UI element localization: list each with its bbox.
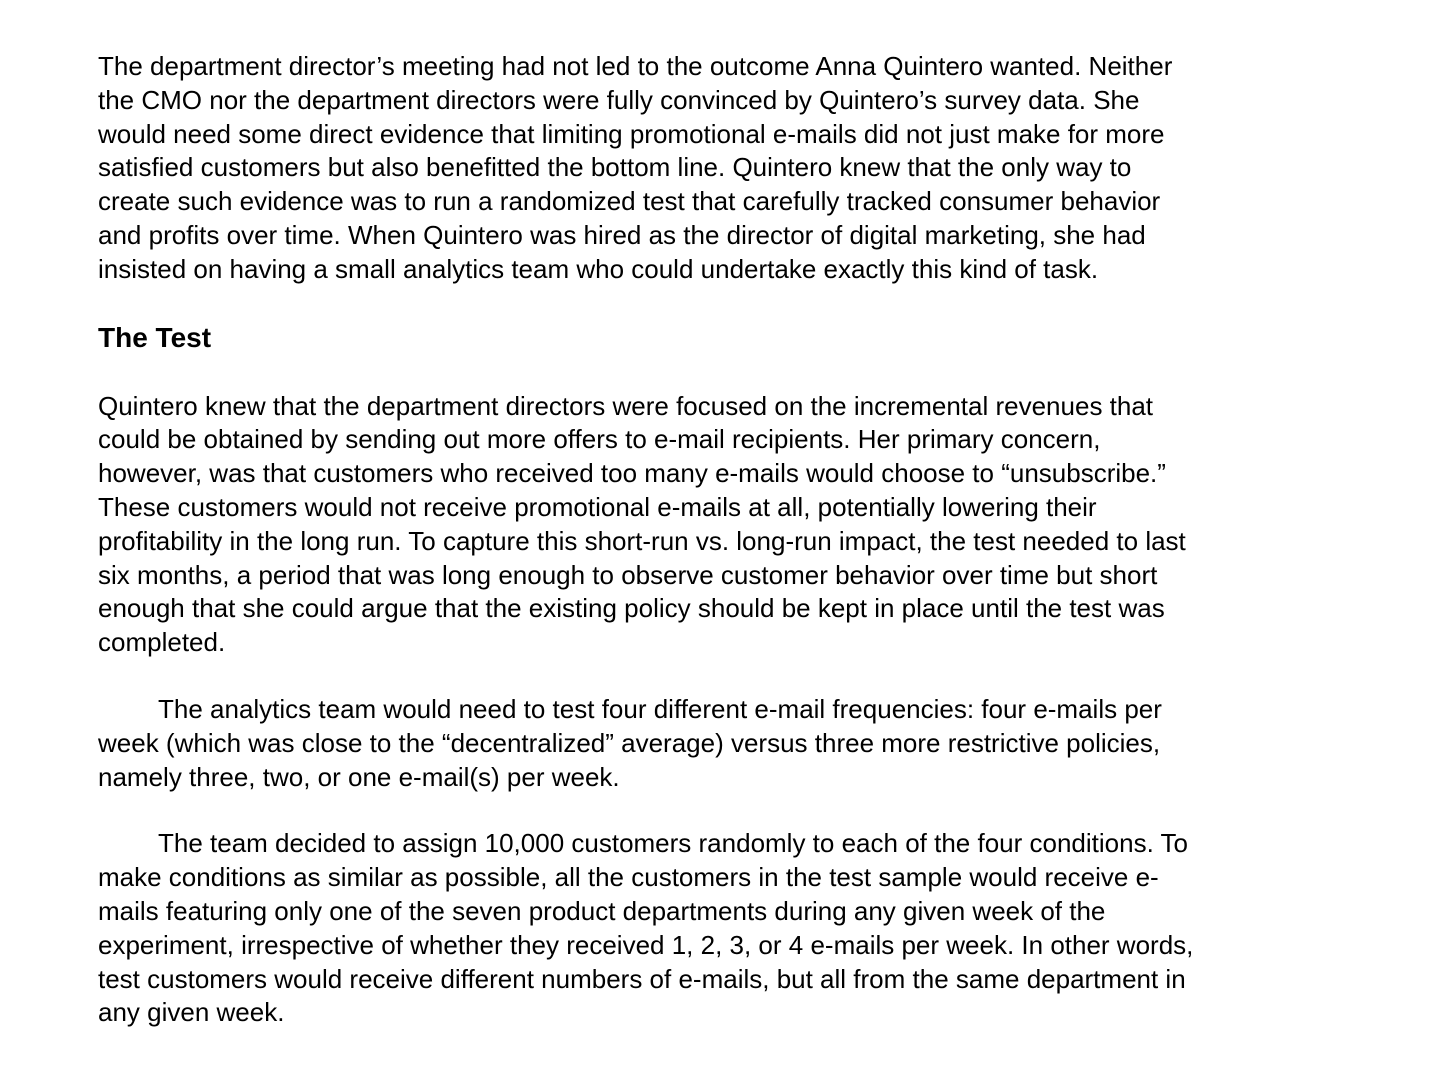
- paragraph-intro: The department director’s meeting had not led to the outcome Anna Quintero wanted. Neither the CMO nor the department directors were fully convinced by Quintero’s survey data. She would need some direct evidence that limiting promotional e-mails did not just make for more satisfied customers but also benefitted the bottom line. Quintero knew that the only way to create such evidence was to run a randomized test that carefully tracked consumer behavior and profits over time. When Quintero was hired as the director of digital marketing, she had insisted on having a small analytics team who could undertake exactly this kind of task.: [98, 51, 1173, 284]
- paragraph-test-rationale: Quintero knew that the department directors were focused on the incremental revenues that could be obtained by sending out more offers to e-mail recipients. Her primary concern, however, was that customers who received too many e-mails would choose to “unsubscribe.” These customers would not receive promotional e-mails at all, potentially lowering their profitability in the long run. To capture this short-run vs. long-run impact, the test needed to last six months, a period that was long enough to observe customer behavior over time but short enough that she could argue that the existing policy should be kept in place until the test was completed.: [98, 390, 1186, 658]
- paragraph-email-frequencies: The analytics team would need to test four different e-mail frequencies: four e-mails per week (which was close to the “decentralized” average) versus three more restrictive policies, namely three, two, or one e-mail(s) per week.: [98, 693, 1162, 792]
- section-heading: The Test: [98, 321, 212, 353]
- document-page: [98, 50, 1348, 1030]
- paragraph-assignment: The team decided to assign 10,000 customers randomly to each of the four conditions. To make conditions as similar as possible, all the customers in the test sample would receive e- mails featuring only one of the seven product departments during any given week of the experiment, irrespective of whether they received 1, 2, 3, or 4 e-mails per week. In other words, test customers would receive different numbers of e-mails, but all from the same department in any given week.: [98, 828, 1194, 1028]
